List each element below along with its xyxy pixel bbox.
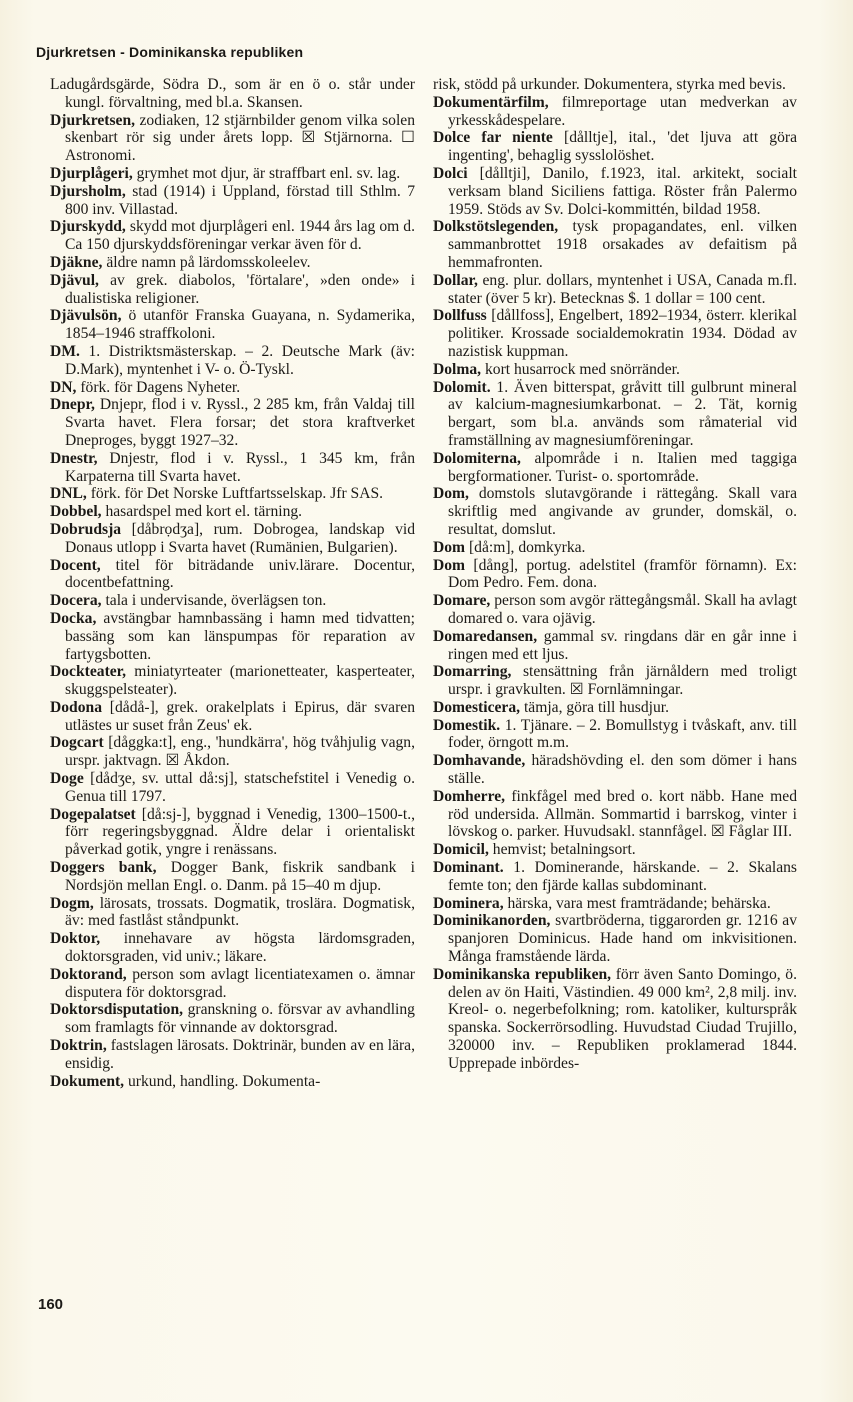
entry-headword: Dogepalatset: [50, 805, 136, 823]
entry-headword: Doktorsdisputation,: [50, 1001, 184, 1019]
entry-definition: ö utanför Franska Guayana, n. Sydamerika, 1854–1946 straffkoloni.: [65, 307, 415, 343]
dictionary-entry: [433, 966, 797, 1073]
dictionary-entry: [433, 841, 797, 859]
entry-definition: tala i undervisande, överlägsen ton.: [105, 592, 327, 610]
entry-headword: Domherre,: [433, 787, 506, 805]
entry-definition: skydd mot djurplågeri enl. 1944 års lag om d. Ca 150 djurskyddsföreningar verkar även för d.: [65, 218, 415, 254]
entry-definition: [dåbrọdʒa], rum. Dobrogea, landskap vid Donaus utlopp i Svarta havet (Rumänien, Bulgarien).: [65, 520, 416, 556]
dictionary-entry: [50, 859, 415, 895]
entry-headword: Dockteater,: [50, 663, 127, 681]
entry-definition: zodiaken, 12 stjärnbilder genom vilka solen skenbart rör sig under årets lopp. ☒ Stjärnorna. ☐ Astronomi.: [65, 111, 415, 165]
entry-headword: Dokument,: [50, 1072, 125, 1090]
page-number: 160: [38, 1296, 64, 1313]
entry-definition: hemvist; betalningsort.: [492, 841, 636, 859]
dictionary-entry: [433, 379, 797, 450]
entry-headword: Doge: [50, 770, 84, 788]
entry-definition: alpområde i n. Italien med taggiga bergformationer. Turist- o. sportområde.: [448, 449, 797, 485]
entry-headword: Domhavande,: [433, 752, 526, 770]
dictionary-entry: [433, 752, 797, 788]
entry-definition: [dåggka:t], eng., 'hundkärra', hög tvåhjulig vagn, urspr. jaktvagn. ☒ Åkdon.: [65, 734, 415, 770]
dictionary-entry: [433, 628, 797, 664]
entry-headword: Dokumentärfilm,: [433, 93, 549, 111]
entry-definition: fastslagen lärosats. Doktrinär, bunden av en lära, ensidig.: [65, 1037, 415, 1072]
entry-headword: Djäkne,: [50, 253, 103, 271]
dictionary-entry: [50, 112, 415, 165]
entry-definition: [dådʒe, sv. uttal då:sj], statschefstitel i Venedig o. Genua till 1797.: [65, 770, 416, 805]
dictionary-entry: [433, 912, 797, 965]
dictionary-entry: [433, 129, 797, 165]
entry-headword: DN,: [50, 378, 77, 396]
dictionary-entry: [433, 450, 797, 486]
entry-definition: 1. Tjänare. – 2. Bomullstyg i tvåskaft, anv. till foder, örngott m.m.: [448, 716, 797, 752]
entry-definition: hasardspel med kort el. tärning.: [105, 503, 303, 521]
entry-definition: stensättning från järnåldern med troligt urspr. i gravkulten. ☒ Fornlämningar.: [448, 663, 797, 699]
entry-headword: Dolci: [433, 164, 468, 182]
entry-headword: Dogcart: [50, 734, 104, 752]
dictionary-entry: [50, 183, 415, 219]
entry-headword: Djursholm,: [50, 182, 126, 200]
entry-definition: 1. Dominerande, härskande. – 2. Skalans femte ton; den fjärde kallas subdominant.: [448, 859, 797, 894]
entry-definition: [dådå-], grek. orakelplats i Epirus, där svaren utlästes ur suset från Zeus' ek.: [65, 698, 415, 734]
right-column: [433, 76, 797, 1073]
entry-definition: granskning o. försvar av avhandling som framlagts för vinnande av doktorsgrad.: [65, 1001, 415, 1037]
dictionary-entry: [433, 788, 797, 841]
dictionary-entry: [50, 1001, 415, 1037]
entry-definition: person som avlagt licentiatexamen o. ämnar disputera för doktorsgrad.: [65, 965, 415, 1001]
entry-headword: Domaredansen,: [433, 627, 538, 645]
entry-headword: Dolomiterna,: [433, 449, 521, 467]
entry-headword: Dolce far niente: [433, 129, 553, 147]
dictionary-entry: [433, 859, 797, 895]
entry-definition: [dång], portug. adelstitel (framför förnamn). Ex: Dom Pedro. Fem. dona.: [448, 556, 797, 592]
entry-definition: urkund, handling. Dokumenta-: [127, 1072, 321, 1090]
entry-headword: Dom: [433, 538, 466, 556]
entry-headword: Dollfuss: [433, 307, 487, 325]
dictionary-entry: [50, 966, 415, 1002]
dictionary-entry: [50, 272, 415, 308]
dictionary-entry: [50, 930, 415, 966]
entry-headword: Doktor,: [50, 930, 101, 948]
entry-definition: miniatyrteater (marionetteater, kasperteater, skuggspelsteater).: [65, 663, 415, 699]
entry-headword: Dogm,: [50, 894, 94, 912]
entry-headword: Domestik.: [433, 716, 501, 734]
dictionary-entry: [433, 717, 797, 753]
entry-headword: Dominera,: [433, 894, 504, 912]
entry-definition: förk. för Dagens Nyheter.: [80, 378, 241, 396]
dictionary-entry: [433, 361, 797, 379]
entry-headword: Domare,: [433, 592, 491, 610]
dictionary-entry: [433, 76, 797, 94]
entry-definition: Dnjestr, flod i v. Ryssl., 1 345 km, från Karpaterna till Svarta havet.: [65, 449, 415, 485]
dictionary-entry: [50, 503, 415, 521]
entry-definition: [då:m], domkyrka.: [468, 538, 586, 556]
entry-headword: Dominant.: [433, 859, 504, 877]
dictionary-entry: [50, 76, 415, 112]
entry-definition: 1. Även bitterspat, gråvitt till gulbrunt mineral av kalcium-magnesiumkarbonat. – 2. Tät, kornig bergart, som bl.a. används som råmaterial vid framställning av magnesiumföreningar.: [448, 378, 798, 449]
entry-headword: Djurplågeri,: [50, 164, 133, 182]
entry-definition: Dogger Bank, fiskrik sandbank i Nordsjön mellan Engl. o. Danm. på 15–40 m djup.: [65, 859, 415, 894]
dictionary-entry: [50, 521, 415, 557]
entry-headword: Docera,: [50, 592, 102, 610]
dictionary-entry: [50, 450, 415, 486]
entry-definition: risk, stödd på urkunder. Dokumentera, styrka med bevis.: [433, 76, 786, 93]
entry-headword: Dolma,: [433, 360, 482, 378]
entry-definition: äldre namn på lärdomsskoleelev.: [106, 253, 311, 271]
entry-headword: Dodona: [50, 698, 102, 716]
entry-definition: eng. plur. dollars, myntenhet i USA, Canada m.fl. stater (över 5 kr). Betecknas $. 1 dollar = 100 cent.: [448, 271, 797, 307]
dictionary-entry: [433, 592, 797, 628]
entry-definition: [dålltje], ital., 'det ljuva att göra ingenting', behaglig sysslolöshet.: [448, 129, 797, 165]
entry-headword: Domicil,: [433, 841, 489, 859]
entry-definition: finkfågel med bred o. kort näbb. Hane med röd undersida. Allmän. Sommartid i barrskog, vinter i lövskog o. parker. Huvudsakl. stannfågel. ☒ Fåglar III.: [448, 787, 797, 841]
dictionary-entry: [50, 557, 415, 593]
entry-headword: Dom,: [433, 485, 469, 503]
dictionary-entry: [50, 218, 415, 254]
entry-headword: Docka,: [50, 609, 97, 627]
entry-headword: Domarring,: [433, 663, 512, 681]
dictionary-entry: [50, 307, 415, 343]
entry-headword: Dom: [433, 556, 466, 574]
entry-headword: Djurkretsen,: [50, 111, 136, 129]
entry-definition: [då:sj-], byggnad i Venedig, 1300–1500-t., förr regeringsbyggnad. Äldre delar i orientaliskt påverkad gotik, yngre i renässans.: [65, 805, 415, 859]
dictionary-entry: [50, 734, 415, 770]
dictionary-entry: [433, 485, 797, 538]
entry-definition: titel för biträdande univ.lärare. Docentur, docentbefattning.: [65, 556, 415, 592]
entry-headword: Dominikanska republiken,: [433, 965, 612, 983]
entry-headword: Djurskydd,: [50, 218, 126, 236]
dictionary-entry: [50, 254, 415, 272]
entry-headword: Djävulsön,: [50, 307, 122, 325]
dictionary-entry: [50, 485, 415, 503]
entry-headword: Doktorand,: [50, 965, 127, 983]
entry-definition: [dållfoss], Engelbert, 1892–1934, österr. klerikal politiker. Krossade socialdemokratin 1934. Dödad av nazistisk kuppman.: [448, 307, 797, 360]
entry-headword: Dollar,: [433, 271, 478, 289]
entry-definition: förr även Santo Domingo, ö. delen av ön Haiti, Västindien. 49 000 km², 2,8 milj. inv. Kreol- o. negerbefolkning; rom. katoliker, kulturspråk spanska. Sockerrörsodling. Huvudstad Ciudad Trujillo, 320000 inv. – Republiken proklamerad 1844. Upprepade inbördes-: [448, 965, 798, 1072]
entry-definition: [dålltji], Danilo, f.1923, ital. arkitekt, socialt verksam bland Siciliens fattiga. Röster från Palermo 1959. Stöds av Sv. Dolci-kommittén, bildad 1958.: [448, 164, 797, 218]
entry-headword: DNL,: [50, 485, 87, 503]
dictionary-entry: [433, 272, 797, 308]
entry-definition: domstols slutavgörande i rättegång. Skall vara skriftlig med angivande av grunder, domskäl, o. resultat, domslut.: [448, 485, 797, 538]
dictionary-entry: [50, 396, 415, 449]
entry-definition: kort husarrock med snörränder.: [484, 360, 680, 378]
entry-definition: stad (1914) i Uppland, förstad till Sthlm. 7 800 inv. Villastad.: [65, 182, 415, 218]
entry-headword: Dnestr,: [50, 449, 98, 467]
entry-headword: Dnepr,: [50, 396, 95, 414]
dictionary-entry: [433, 165, 797, 218]
entry-definition: 1. Distriktsmästerskap. – 2. Deutsche Mark (äv: D.Mark), myntenhet i V- o. Ö-Tyskl.: [65, 342, 415, 378]
entry-definition: person som avgör rättegångsmål. Skall ha avlagt domared o. vara ojävig.: [448, 592, 798, 627]
dictionary-entry: [433, 218, 797, 271]
dictionary-entry: [433, 557, 797, 593]
dictionary-entry: [433, 94, 797, 130]
dictionary-entry: [50, 699, 415, 735]
entry-headword: Dobbel,: [50, 503, 102, 521]
dictionary-entry: [50, 663, 415, 699]
entry-headword: Dolomit.: [433, 378, 491, 396]
entry-definition: svartbröderna, tiggarorden gr. 1216 av spanjoren Dominicus. Hade hand om inkvisitionen. Många framstående lärda.: [448, 912, 798, 966]
entry-headword: Djävul,: [50, 271, 99, 289]
dictionary-entry: [50, 806, 415, 859]
running-head: Djurkretsen - Dominikanska republiken: [36, 44, 304, 60]
entry-definition: gammal sv. ringdans där en går inne i ringen med ett ljus.: [448, 627, 797, 663]
entry-headword: DM.: [50, 342, 80, 360]
entry-definition: härska, vara mest framträdande; behärska.: [507, 894, 771, 912]
dictionary-entry: [433, 895, 797, 913]
entry-headword: Dominikanorden,: [433, 912, 551, 930]
entry-headword: Doggers bank,: [50, 859, 157, 877]
dictionary-entry: [50, 1073, 415, 1091]
dictionary-entry: [50, 1037, 415, 1073]
entry-definition: grymhet mot djur, är straffbart enl. sv. lag.: [136, 164, 401, 182]
entry-definition: förk. för Det Norske Luftfartsselskap. Jfr SAS.: [90, 485, 384, 503]
dictionary-entry: [433, 663, 797, 699]
dictionary-entry: [50, 343, 415, 379]
dictionary-entry: [433, 307, 797, 360]
entry-headword: Domesticera,: [433, 698, 521, 716]
entry-definition: tämja, göra till husdjur.: [523, 698, 670, 716]
entry-headword: Dolkstötslegenden,: [433, 218, 559, 236]
dictionary-entry: [50, 592, 415, 610]
dictionary-entry: [433, 699, 797, 717]
dictionary-entry: [50, 770, 415, 806]
entry-definition: av grek. diabolos, 'förtalare', »den onde» i dualistiska religioner.: [65, 271, 416, 307]
entry-definition: filmreportage utan medverkan av yrkesskådespelare.: [448, 93, 797, 129]
entry-definition: tysk propagandates, enl. vilken sammanbrottet 1918 orsakades av defaitism på hemmafronten.: [448, 218, 797, 271]
entry-headword: Dobrudsja: [50, 520, 122, 538]
entry-headword: Doktrin,: [50, 1037, 107, 1055]
entry-headword: Docent,: [50, 556, 101, 574]
entry-definition: Ladugårdsgärde, Södra D., som är en ö o. står under kungl. förvaltning, med bl.a. Skansen.: [50, 76, 415, 111]
entry-definition: avstängbar hamnbassäng i hamn med tidvatten; bassäng som kan länspumpas för reparation av fartygsbotten.: [65, 609, 415, 663]
dictionary-entry: [50, 165, 415, 183]
dictionary-entry: [433, 539, 797, 557]
dictionary-entry: [50, 379, 415, 397]
dictionary-entry: [50, 895, 415, 931]
left-column: [50, 76, 415, 1090]
dictionary-entry: [50, 610, 415, 663]
entry-definition: innehavare av högsta lärdomsgraden, doktorsgraden, vid univ.; läkare.: [65, 930, 415, 966]
entry-definition: lärosats, trossats. Dogmatik, troslära. Dogmatisk, äv: med fastlåst ståndpunkt.: [65, 894, 415, 930]
entry-definition: häradshövding el. den som dömer i hans ställe.: [448, 752, 797, 788]
entry-definition: Dnjepr, flod i v. Ryssl., 2 285 km, från Valdaj till Svarta havet. Flera forsar; det stora kraftverket Dneproges, byggt 1927–32.: [65, 396, 415, 449]
